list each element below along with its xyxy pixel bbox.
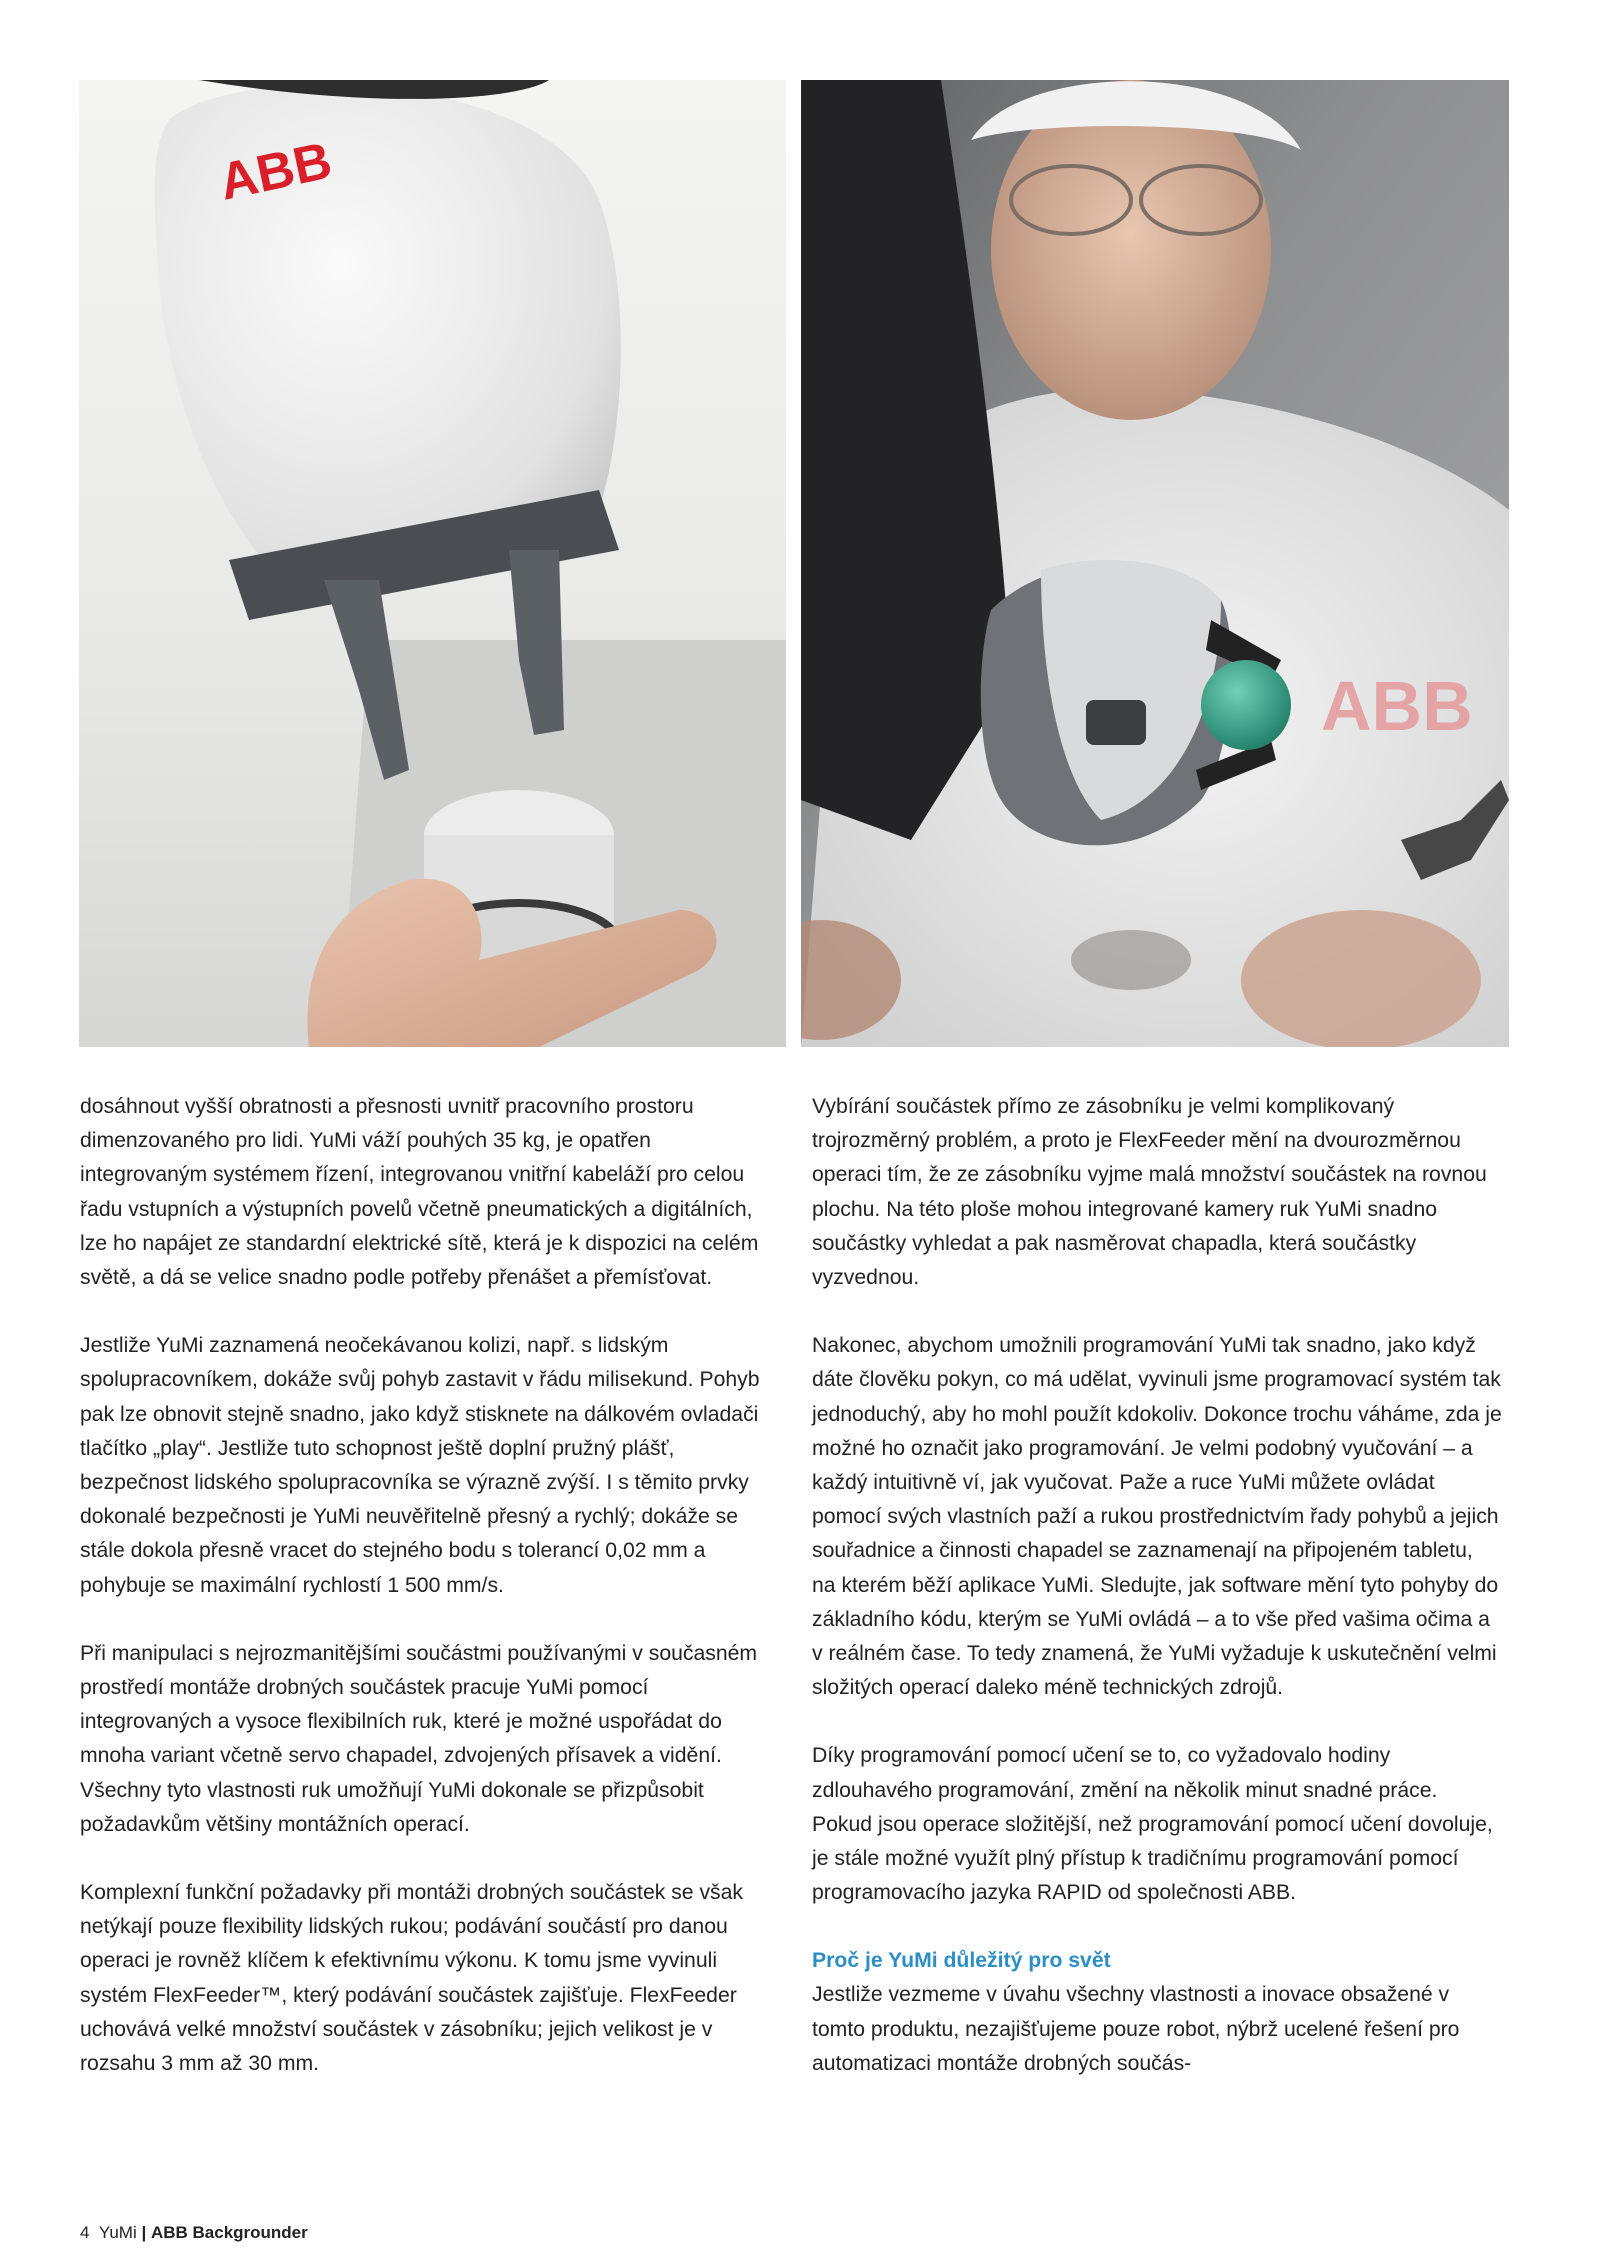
paragraph: dosáhnout vyšší obratnosti a přesnosti uvnitř pracovního prostoru dimenzovaného pro lidi. YuMi váží pouhých 35 kg, je opatřen integrovaným systémem řízení, integrovanou vnitřní kabeláží pro celou řadu vstupních a výstupních povelů včetně pneumatických a digitálních, lze ho napájet ze standardní elektrické sítě, která je k dispozici na celém světě, a dá se velice snadno podle potřeby přenášet a přemísťovat. — [80, 1095, 759, 1290]
footer-title: YuMi — [98, 2223, 137, 2242]
engineer-robot-illustration — [801, 80, 1509, 1047]
photo-engineer-with-robot — [801, 80, 1509, 1047]
robot-gripper-illustration — [79, 80, 786, 1047]
abb-logo: ABB — [214, 131, 337, 212]
page-footer — [80, 2223, 308, 2243]
footer-separator: | — [141, 2223, 147, 2242]
paragraph: Jestliže vezmeme v úvahu všechny vlastnosti a inovace obsažené v tomto produktu, nezajišťujeme pouze robot, nýbrž ucelené řešení pro automatizaci montáže drobných součás- — [812, 1983, 1460, 2075]
paragraph: Komplexní funkční požadavky při montáži drobných součástek se však netýkají pouze flexibility lidských rukou; podávání součástí pro danou operaci je rovněž klíčem k efektivnímu výkonu. K tomu jsme vyvinuli systém FlexFeeder™, který podávání součástek zajišťuje. FlexFeeder uchovává velké množství součástek v zásobníku; jejich velikost je v rozsahu 3 mm až 30 mm. — [80, 1881, 744, 2076]
right-text-column — [812, 1090, 1502, 2115]
footer-publication: ABB Backgrounder — [150, 2223, 308, 2242]
paragraph: Díky programování pomocí učení se to, co vyžadovalo hodiny zdlouhavého programování, změní na několik minut snadné práce. Pokud jsou operace složitější, než programování pomocí učení dovoluje, je stále možné využít plný přístup k tradičnímu programování pomocí programovacího jazyka RAPID od společnosti ABB. — [812, 1744, 1493, 1905]
paragraph: Při manipulaci s nejrozmanitějšími součástmi používanými v současném prostředí montáže drobných součástek pracuje YuMi pomocí integrovaných a vysoce flexibilních ruk, které je možné uspořádat do mnoha variant včetně servo chapadel, zdvojených přísavek a vidění. Všechny tyto vlastnosti ruk umožňují YuMi dokonale se přizpůsobit požadavkům většiny montážních operací. — [80, 1641, 758, 1836]
section-heading: Proč je YuMi důležitý pro svět — [812, 1949, 1111, 1973]
abb-logo-shirt: ABB — [1321, 667, 1473, 745]
paragraph: Nakonec, abychom umožnili programování YuMi tak snadno, jako když dáte člověku pokyn, co má udělat, vyvinuli jsme programovací systém tak jednoduchý, aby ho mohl použít kdokoliv. Dokonce trochu váháme, zda je možné ho označit jako programování. Je velmi podobný vyučování – a každý intuitivně ví, jak vyučovat. Paže a ruce YuMi můžete ovládat pomocí svých vlastních paží a rukou prostřednictvím řady pohybů a jejich souřadnice a činnosti chapadel se zaznamenají na připojeném tabletu, na kterém běží aplikace YuMi. Sledujte, jak software mění tyto pohyby do základního kódu, kterým se YuMi ovládá – a to vše před vašima očima a v reálném čase. To tedy znamená, že YuMi vyžaduje k uskutečnění velmi složitých operací daleko méně technických zdrojů. — [812, 1334, 1502, 1700]
page-number: 4 — [80, 2223, 90, 2242]
paragraph: Vybírání součástek přímo ze zásobníku je velmi komplikovaný trojrozměrný problém, a proto je FlexFeeder mění na dvourozměrnou operaci tím, že ze zásobníku vyjme malá množství součástek na rovnou plochu. Na této ploše mohou integrované kamery ruk YuMi snadno součástky vyhledat a pak nasměrovat chapadla, která součástky vyzvednou. — [812, 1095, 1487, 1290]
photo-robot-gripper — [79, 80, 786, 1047]
paragraph: Jestliže YuMi zaznamená neočekávanou kolizi, např. s lidským spolupracovníkem, dokáže svůj pohyb zastavit v řádu milisekund. Pohyb pak lze obnovit stejně snadno, jako když stisknete na dálkovém ovladači tlačítko „play“. Jestliže tuto schopnost ještě doplní pružný plášť, bezpečnost lidského spolupracovníka se výrazně zvýší. I s těmito prvky dokonalé bezpečnosti je YuMi neuvěřitelně přesný a rychlý; dokáže se stále dokola přesně vracet do stejného bodu s tolerancí 0,02 mm a pohybuje se maximální rychlostí 1 500 mm/s. — [80, 1334, 760, 1597]
left-text-column — [80, 1090, 775, 2115]
